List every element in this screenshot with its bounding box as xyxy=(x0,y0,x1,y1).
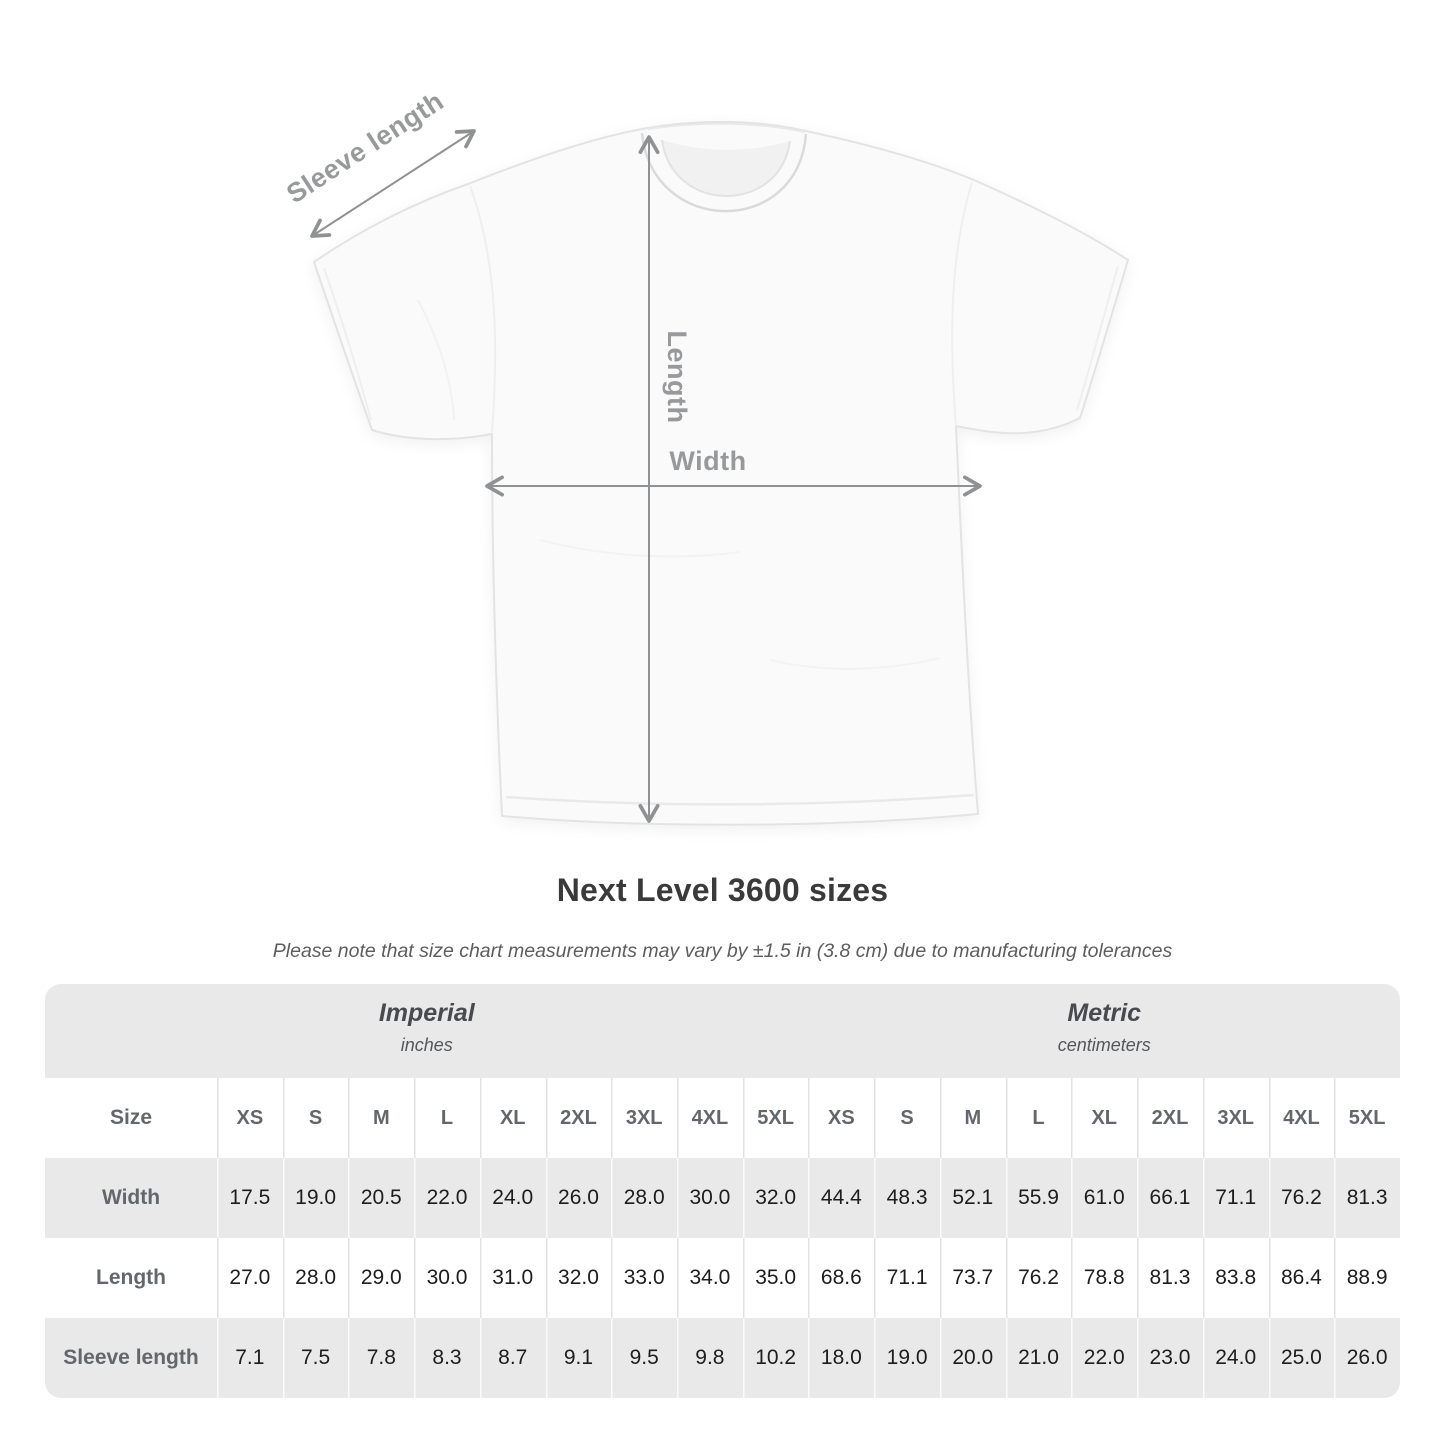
metric-unit-label: centimeters xyxy=(1057,1035,1151,1055)
length-value-cell: 32.0 xyxy=(546,1238,612,1318)
size-column-header: XL xyxy=(480,1078,546,1158)
length-value-cell: 73.7 xyxy=(940,1238,1006,1318)
length-value-cell: 27.0 xyxy=(217,1238,283,1318)
length-value-cell: 33.0 xyxy=(611,1238,677,1318)
size-column-header: 4XL xyxy=(677,1078,743,1158)
width-value-cell: 20.5 xyxy=(348,1158,414,1238)
size-column-header: XL xyxy=(1071,1078,1137,1158)
width-row xyxy=(45,1158,1400,1238)
sleeve-length-value-cell: 7.1 xyxy=(217,1318,283,1398)
length-row-label: Length xyxy=(96,1266,166,1289)
width-value-cell: 76.2 xyxy=(1269,1158,1335,1238)
sleeve-length-value-cell: 23.0 xyxy=(1137,1318,1203,1398)
sleeve-length-value-cell: 24.0 xyxy=(1203,1318,1269,1398)
length-value-cell: 28.0 xyxy=(283,1238,349,1318)
sleeve-length-value-cell: 18.0 xyxy=(808,1318,874,1398)
size-column-header: 2XL xyxy=(1137,1078,1203,1158)
unit-group-header-row xyxy=(45,984,1400,1078)
width-value-cell: 26.0 xyxy=(546,1158,612,1238)
sleeve-length-value-cell: 9.8 xyxy=(677,1318,743,1398)
length-value-cell: 81.3 xyxy=(1137,1238,1203,1318)
size-column-header: S xyxy=(283,1078,349,1158)
size-column-header: L xyxy=(1006,1078,1072,1158)
sleeve-length-value-cell: 19.0 xyxy=(874,1318,940,1398)
width-label: Width xyxy=(669,446,747,476)
sleeve-length-value-cell: 8.3 xyxy=(414,1318,480,1398)
length-value-cell: 34.0 xyxy=(677,1238,743,1318)
sleeve-length-value-cell: 9.5 xyxy=(611,1318,677,1398)
width-value-cell: 55.9 xyxy=(1006,1158,1072,1238)
sleeve-length-value-cell: 10.2 xyxy=(743,1318,809,1398)
width-value-cell: 66.1 xyxy=(1137,1158,1203,1238)
sleeve-length-value-cell: 25.0 xyxy=(1269,1318,1335,1398)
length-value-cell: 29.0 xyxy=(348,1238,414,1318)
sleeve-length-row xyxy=(45,1318,1400,1398)
size-column-header: S xyxy=(874,1078,940,1158)
size-column-header: 5XL xyxy=(743,1078,809,1158)
size-column-header: 5XL xyxy=(1334,1078,1400,1158)
metric-group-header xyxy=(809,984,1401,1078)
size-column-header: XS xyxy=(808,1078,874,1158)
length-row xyxy=(45,1238,1400,1318)
width-value-cell: 30.0 xyxy=(677,1158,743,1238)
size-column-header: 4XL xyxy=(1269,1078,1335,1158)
sleeve-length-value-cell: 8.7 xyxy=(480,1318,546,1398)
length-value-cell: 86.4 xyxy=(1269,1238,1335,1318)
width-row-label: Width xyxy=(101,1186,161,1209)
size-column-header: 3XL xyxy=(1203,1078,1269,1158)
sleeve-length-value-cell: 7.8 xyxy=(348,1318,414,1398)
length-value-cell: 88.9 xyxy=(1334,1238,1400,1318)
size-column-header: XS xyxy=(217,1078,283,1158)
length-value-cell: 35.0 xyxy=(743,1238,809,1318)
size-header-row xyxy=(45,1078,1400,1158)
length-value-cell: 30.0 xyxy=(414,1238,480,1318)
length-value-cell: 31.0 xyxy=(480,1238,546,1318)
sleeve-length-value-cell: 26.0 xyxy=(1334,1318,1400,1398)
imperial-label: Imperial xyxy=(378,999,475,1027)
width-value-cell: 17.5 xyxy=(217,1158,283,1238)
size-column-header: L xyxy=(414,1078,480,1158)
sleeve-length-value-cell: 20.0 xyxy=(940,1318,1006,1398)
width-value-cell: 52.1 xyxy=(940,1158,1006,1238)
length-value-cell: 68.6 xyxy=(808,1238,874,1318)
width-value-cell: 22.0 xyxy=(414,1158,480,1238)
length-value-cell: 83.8 xyxy=(1203,1238,1269,1318)
size-column-header: M xyxy=(348,1078,414,1158)
page-title: Next Level 3600 sizes xyxy=(556,872,889,908)
length-label: Length xyxy=(662,330,692,424)
width-value-cell: 71.1 xyxy=(1203,1158,1269,1238)
width-value-cell: 24.0 xyxy=(480,1158,546,1238)
imperial-group-header xyxy=(45,984,809,1078)
sleeve-length-label: Sleeve length xyxy=(281,85,449,210)
width-value-cell: 19.0 xyxy=(283,1158,349,1238)
sleeve-length-value-cell: 7.5 xyxy=(283,1318,349,1398)
size-table xyxy=(45,984,1400,1398)
length-value-cell: 71.1 xyxy=(874,1238,940,1318)
width-value-cell: 81.3 xyxy=(1334,1158,1400,1238)
width-value-cell: 44.4 xyxy=(808,1158,874,1238)
size-header-label: Size xyxy=(109,1106,153,1129)
size-column-header: M xyxy=(940,1078,1006,1158)
width-value-cell: 61.0 xyxy=(1071,1158,1137,1238)
sleeve-length-value-cell: 22.0 xyxy=(1071,1318,1137,1398)
page-subtitle: Please note that size chart measurements may vary by ±1.5 in (3.8 cm) due to manufacturing tolerances xyxy=(272,940,1173,962)
length-value-cell: 78.8 xyxy=(1071,1238,1137,1318)
width-value-cell: 28.0 xyxy=(611,1158,677,1238)
sleeve-length-value-cell: 21.0 xyxy=(1006,1318,1072,1398)
sleeve-length-row-label: Sleeve length xyxy=(63,1346,199,1369)
imperial-unit-label: inches xyxy=(400,1035,453,1055)
size-column-header: 2XL xyxy=(546,1078,612,1158)
size-column-header: 3XL xyxy=(611,1078,677,1158)
metric-label: Metric xyxy=(1067,999,1142,1027)
width-value-cell: 48.3 xyxy=(874,1158,940,1238)
sleeve-length-value-cell: 9.1 xyxy=(546,1318,612,1398)
width-value-cell: 32.0 xyxy=(743,1158,809,1238)
length-value-cell: 76.2 xyxy=(1006,1238,1072,1318)
